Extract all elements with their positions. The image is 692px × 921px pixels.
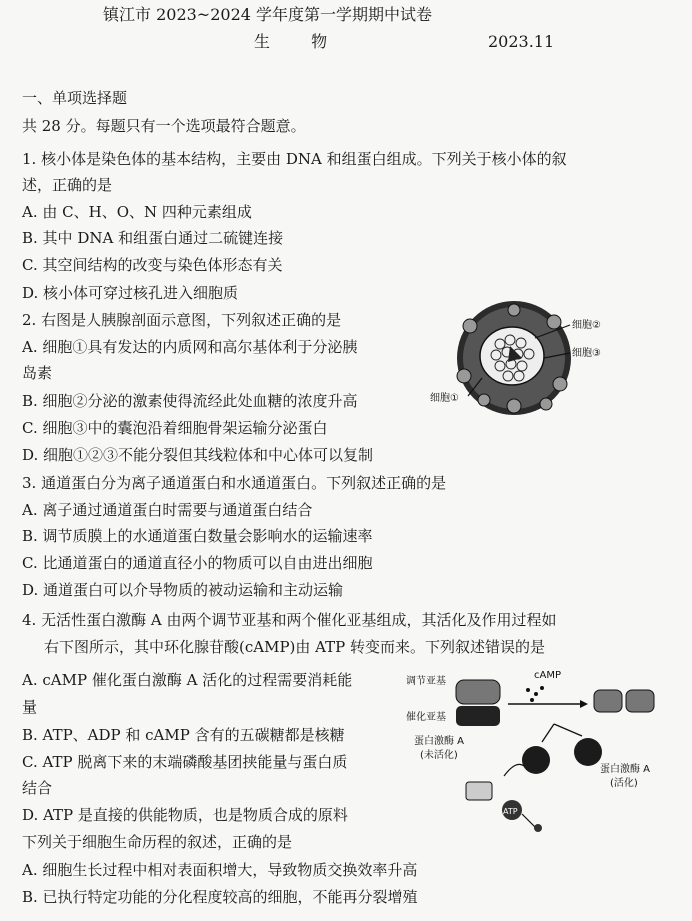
exam-title: 镇江市 2023~2024 学年度第一学期期中试卷 [103, 5, 433, 24]
q1-option-b: B. 其中 DNA 和组蛋白通过二硫键连接 [22, 229, 284, 247]
q1-option-c: C. 其空间结构的改变与染色体形态有关 [22, 256, 283, 274]
q2-option-d: D. 细胞①②③不能分裂但其线粒体和中心体可以复制 [22, 446, 374, 464]
section-heading: 一、单项选择题 [22, 89, 128, 107]
figure-label-camp: cAMP [534, 670, 561, 681]
figure-label-active-2: (活化) [610, 778, 638, 789]
q4-option-c-line1: C. ATP 脱离下来的末端磷酸基团挟能量与蛋白质 [22, 753, 348, 771]
q2-option-a-line1: A. 细胞①具有发达的内质网和高尔基体利于分泌胰 [22, 338, 358, 356]
figure-label-cell2: 细胞② [572, 320, 601, 331]
q2-option-c: C. 细胞③中的囊泡沿着细胞骨架运输分泌蛋白 [22, 419, 328, 437]
q3-option-b: B. 调节质膜上的水通道蛋白数量会影响水的运输速率 [22, 527, 373, 545]
figure-label-inactive-2: (未活化) [420, 750, 458, 761]
q1-stem-line1: 1. 核小体是染色体的基本结构，主要由 DNA 和组蛋白组成。下列关于核小体的叙 [22, 150, 567, 168]
q3-option-c: C. 比通道蛋白的通道直径小的物质可以自由进出细胞 [22, 554, 373, 572]
q1-stem-line2: 述，正确的是 [22, 176, 113, 194]
figure-label-regulatory: 调节亚基 [406, 676, 446, 687]
q5-stem: 下列关于细胞生命历程的叙述，正确的是 [22, 833, 293, 851]
exam-date: 2023.11 [488, 32, 555, 51]
figure-label-catalytic: 催化亚基 [406, 712, 446, 723]
q3-stem: 3. 通道蛋白分为离子通道蛋白和水通道蛋白。下列叙述正确的是 [22, 474, 447, 492]
q5-option-b: B. 已执行特定功能的分化程度较高的细胞，不能再分裂增殖 [22, 888, 418, 906]
q4-option-a-line2: 量 [22, 698, 38, 716]
q3-option-d: D. 通道蛋白可以介导物质的被动运输和主动运输 [22, 581, 344, 599]
q4-stem-line1: 4. 无活性蛋白激酶 A 由两个调节亚基和两个催化亚基组成，其活化及作用过程如 [22, 611, 557, 629]
q1-option-a: A. 由 C、H、O、N 四种元素组成 [22, 203, 252, 221]
q4-stem-line2: 右下图所示，其中环化腺苷酸(cAMP)由 ATP 转变而来。下列叙述错误的是 [44, 638, 546, 656]
exam-subject: 生 物 [254, 32, 346, 51]
q4-option-b: B. ATP、ADP 和 cAMP 含有的五碳糖都是核糖 [22, 726, 345, 744]
figure-label-cell1: 细胞① [430, 393, 459, 404]
q1-option-d: D. 核小体可穿过核孔进入细胞质 [22, 284, 239, 302]
q2-option-a-line2: 岛素 [22, 364, 53, 382]
q5-option-a: A. 细胞生长过程中相对表面积增大，导致物质交换效率升高 [22, 861, 418, 879]
q4-option-c-line2: 结合 [22, 779, 53, 797]
figure-label-cell3: 细胞③ [572, 348, 601, 359]
figure-label-atp: ATP [503, 807, 518, 816]
section-instruction: 共 28 分。每题只有一个选项最符合题意。 [22, 117, 306, 135]
pancreas-figure [430, 296, 630, 424]
figure-label-active-1: 蛋白激酶 A [600, 764, 651, 775]
q4-option-a-line1: A. cAMP 催化蛋白激酶 A 活化的过程需要消耗能 [22, 671, 353, 689]
q2-option-b: B. 细胞②分泌的激素使得流经此处血糖的浓度升高 [22, 392, 358, 410]
protein-kinase-figure [404, 664, 674, 834]
q4-option-d: D. ATP 是直接的供能物质，也是物质合成的原料 [22, 806, 348, 824]
figure-label-inactive-1: 蛋白激酶 A [414, 736, 465, 747]
q3-option-a: A. 离子通过通道蛋白时需要与通道蛋白结合 [22, 501, 313, 519]
q2-stem: 2. 右图是人胰腺剖面示意图，下列叙述正确的是 [22, 311, 342, 329]
